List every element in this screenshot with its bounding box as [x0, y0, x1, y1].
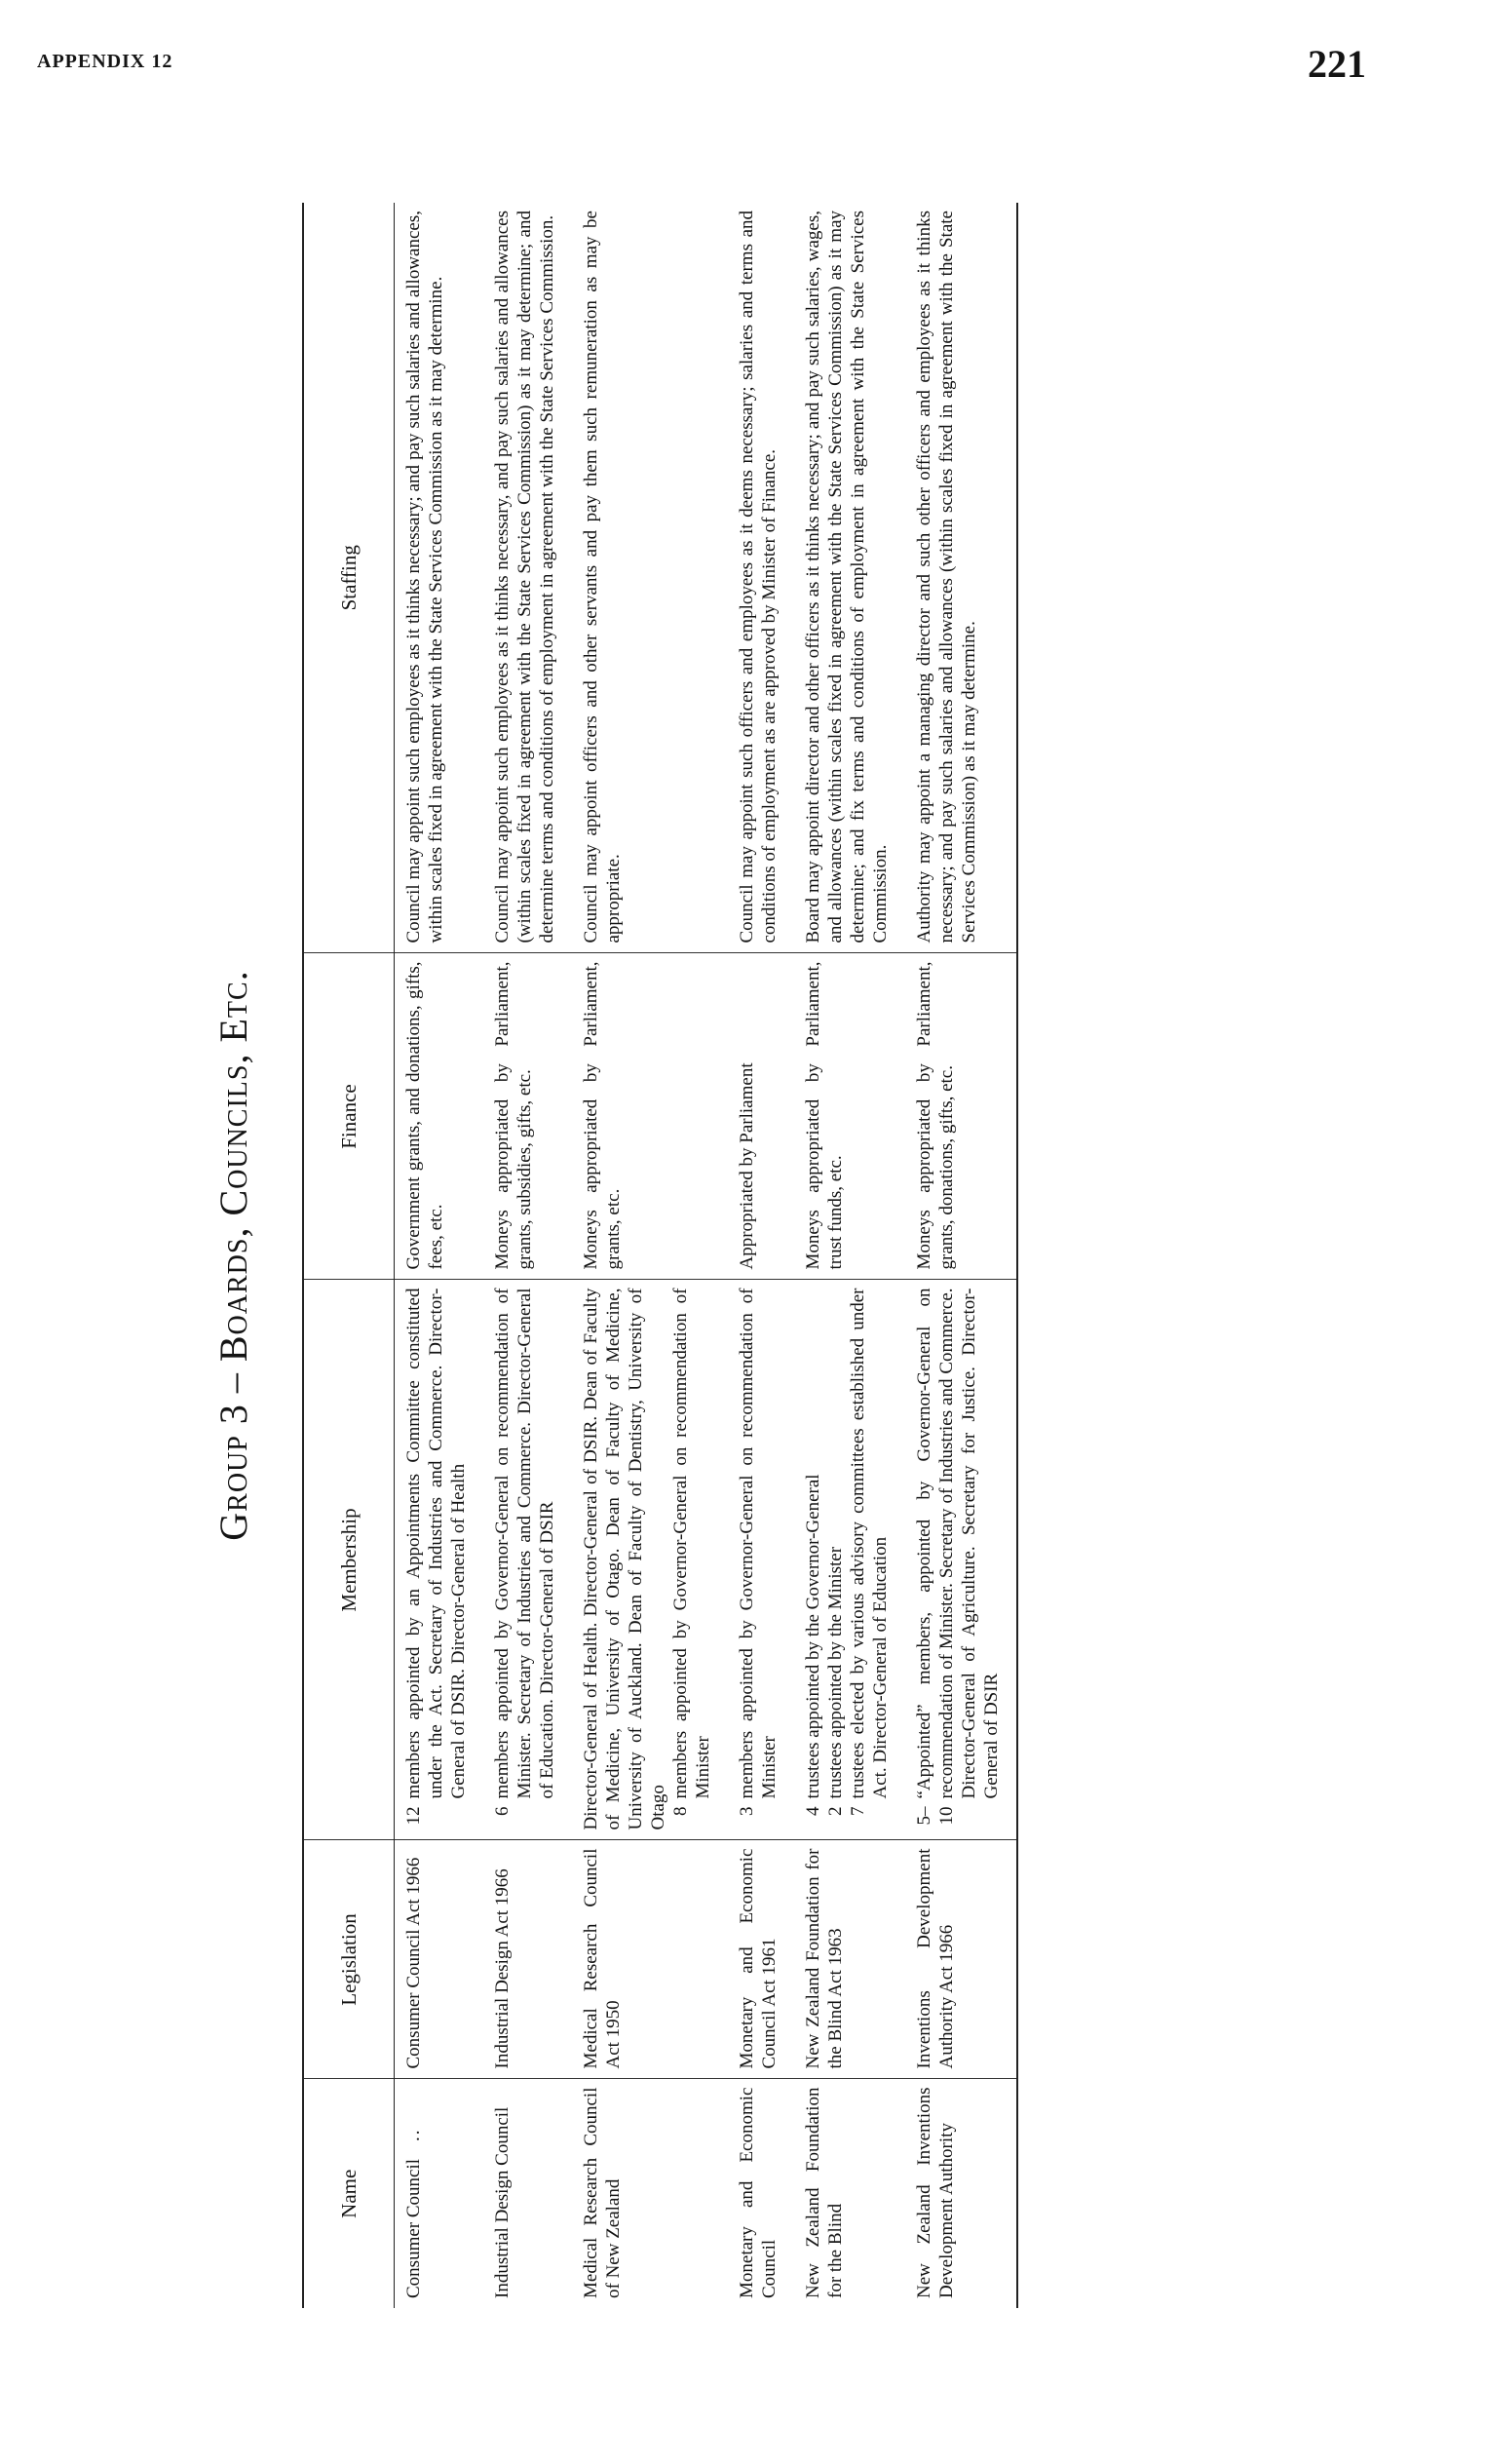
cell-membership [483, 1280, 572, 1840]
membership-item [669, 1289, 714, 1830]
body-name: Medical Research Council of New Zealand [581, 2087, 624, 2298]
cell-membership [905, 1280, 1017, 1840]
body-name: Monetary and Economic Council [737, 2087, 780, 2298]
table-row [905, 203, 1017, 2308]
member-count: 7 [848, 1806, 868, 1816]
cell-legislation: Monetary and Economic Council Act 1961 [728, 1840, 794, 2079]
table-row [483, 203, 572, 2308]
rotated-table-block [195, 203, 1257, 2308]
cell-membership [572, 1280, 728, 1840]
cell-finance: Moneys appropriated by Parliament, grants, subsidies, gifts, etc. [483, 953, 572, 1280]
cell-name [905, 2079, 1017, 2308]
cell-finance: Moneys appropriated by Parliament, trust funds, etc. [794, 953, 905, 1280]
col-header-finance: Finance [303, 953, 395, 1280]
membership-item [802, 1289, 824, 1830]
cell-legislation: New Zealand Foundation for the Blind Act 1963 [794, 1840, 905, 2079]
cell-legislation: Consumer Council Act 1966 [395, 1840, 484, 2079]
table-row [572, 203, 728, 2308]
member-count: 8 [670, 1806, 691, 1816]
leader-dots: .. [403, 2128, 424, 2141]
col-header-name: Name [303, 2079, 395, 2308]
cell-staffing: Council may appoint such employees as it thinks necessary, and pay such salaries and allowances (within scales fixed in agreement with the State Services Commission) as it may determine; and determine terms and conditions of employment in agreement with the State Services Commission. [483, 203, 572, 953]
cell-name [483, 2079, 572, 2308]
member-count: 5–10 [914, 1806, 957, 1826]
cell-legislation: Industrial Design Act 1966 [483, 1840, 572, 2079]
cell-membership [728, 1280, 794, 1840]
col-header-legislation: Legislation [303, 1840, 395, 2079]
membership-item [824, 1289, 847, 1830]
membership-item [491, 1289, 558, 1830]
group-title-group: Group 3 [211, 1404, 255, 1541]
running-head: APPENDIX 12 [37, 51, 173, 72]
member-text: Director-General of Health. Director-General of DSIR. Dean of Faculty of Medicine, University of Otago. Dean of Faculty of Medicine, University of Auckland. Dean of Faculty of Dentistry, University of Otago [581, 1288, 668, 1830]
member-count: 2 [825, 1806, 846, 1816]
cell-legislation: Inventions Development Authority Act 1966 [905, 1840, 1017, 2079]
membership-item [580, 1289, 669, 1830]
cell-name [794, 2079, 905, 2308]
cell-finance: Appropriated by Parliament [728, 953, 794, 1280]
cell-name [728, 2079, 794, 2308]
member-text: “Appointed” members, appointed by Governor-General on recommendation of Minister. Secretary of Industries and Commerce. Director-General of Agriculture. Secretary for Justice. Director-General of DSIR [914, 1288, 1002, 1799]
cell-finance: Moneys appropriated by Parliament, grants, donations, gifts, etc. [905, 953, 1017, 1280]
member-text: trustees elected by various advisory committees established under Act. Director-General of Education [848, 1288, 891, 1799]
body-name: New Zealand Foundation for the Blind [803, 2087, 846, 2298]
member-count: 6 [492, 1806, 513, 1816]
body-name: New Zealand Inventions Development Authority [914, 2087, 957, 2298]
table-header-row [303, 203, 395, 2308]
cell-legislation: Medical Research Council Act 1950 [572, 1840, 728, 2079]
cell-staffing: Council may appoint such officers and employees as it deems necessary; salaries and terms and conditions of employment as are approved by Minister of Finance. [728, 203, 794, 953]
member-text: members appointed by Governor-General on recommendation of Minister. Secretary of Industries and Commerce. Director-General of Education. Director-General of DSIR [492, 1288, 557, 1799]
cell-staffing: Council may appoint such employees as it thinks necessary; and pay such salaries and allowances, within scales fixed in agreement with the State Services Commission as it may determine. [395, 203, 484, 953]
member-count: 4 [803, 1806, 823, 1816]
member-count: 3 [737, 1806, 757, 1816]
group-title-label: Boards, Councils, Etc. [211, 970, 255, 1363]
col-header-membership: Membership [303, 1280, 395, 1840]
cell-staffing: Authority may appoint a managing director and such other officers and employees as it thinks necessary; and pay such salaries and allowances (within scales fixed in agreement with the State Services Commission) as it may determine. [905, 203, 1017, 953]
member-text: trustees appointed by the Minister [825, 1546, 846, 1799]
member-text: trustees appointed by the Governor-General [803, 1474, 823, 1799]
table-row [395, 203, 484, 2308]
boards-councils-table [302, 203, 1018, 2308]
cell-membership [794, 1280, 905, 1840]
member-text: members appointed by Governor-General on recommendation of Minister [670, 1288, 713, 1799]
membership-item [913, 1289, 1003, 1830]
group-title [195, 203, 273, 2308]
cell-finance: Moneys appropriated by Parliament, grants, etc. [572, 953, 728, 1280]
cell-staffing: Board may appoint director and other officers as it thinks necessary; and pay such salaries, wages, and allowances (within scales fixed in agreement with the State Services Commission) as it may determine; and fix terms and conditions of employment in agreement with the State Services Commission. [794, 203, 905, 953]
group-title-dash: – [211, 1362, 255, 1405]
cell-finance: Government grants, and donations, gifts, fees, etc. [395, 953, 484, 1280]
col-header-staffing: Staffing [303, 203, 395, 953]
membership-item [736, 1289, 781, 1830]
cell-name [572, 2079, 728, 2308]
cell-staffing: Council may appoint officers and other servants and pay them such remuneration as may be appropriate. [572, 203, 728, 953]
body-name: Industrial Design Council [492, 2106, 513, 2298]
page-number: 221 [1308, 42, 1366, 86]
member-text: members appointed by an Appointments Committee constituted under the Act. Secretary of Industries and Commerce. Director-General of DSIR. Director-General of Health [403, 1288, 469, 1799]
cell-membership [395, 1280, 484, 1840]
member-text: members appointed by Governor-General on recommendation of Minister [737, 1288, 780, 1799]
table-row [794, 203, 905, 2308]
cell-name [395, 2079, 484, 2308]
membership-item [402, 1289, 470, 1830]
member-count: 12 [403, 1806, 424, 1826]
membership-item [847, 1289, 892, 1830]
body-name: Consumer Council [403, 2158, 424, 2298]
table-row [728, 203, 794, 2308]
